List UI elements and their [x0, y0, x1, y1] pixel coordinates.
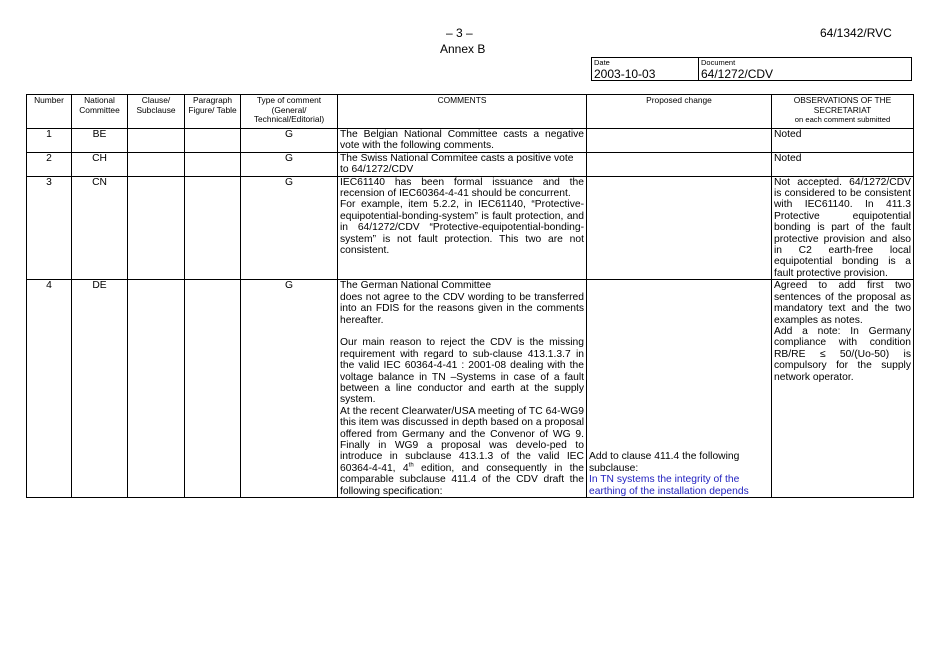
- row-observation: [772, 280, 914, 498]
- row-type: G: [241, 129, 338, 153]
- row-type: G: [241, 176, 338, 280]
- row-number: 3: [27, 176, 72, 280]
- row-national-committee: CH: [72, 152, 128, 176]
- observation-paragraph: Not accepted. 64/1272/CDV is considered to be consistent with IEC61140. In 411.3 Protective equipotential bonding is part of the fault protective provision and also in C2 earth-free local equipotential bonding is a fault protective provision.: [774, 176, 911, 279]
- comment-spacer: [340, 326, 584, 337]
- header-number: Number: [27, 95, 72, 129]
- row-observation: [772, 129, 914, 153]
- row-type: G: [241, 280, 338, 498]
- document-label: Document: [701, 58, 736, 67]
- header-clause: Clause/ Subclause: [128, 95, 185, 129]
- row-paragraph: [185, 176, 241, 280]
- observation-paragraph: Agreed to add first two sentences of the proposal as mandatory text and the two examples as notes.: [774, 280, 911, 326]
- proposed-paragraph: Add to clause 411.4 the following subclause:: [589, 451, 740, 474]
- comment-paragraph: Our main reason to reject the CDV is the missing requirement with regard to sub-clause 413.1.3.7 in the valid IEC 60364-4-41 : 2001-08 dealing with the voltage balance in TN –Systems in case of a fault between a line conductor and earth at the supply system.: [340, 337, 584, 406]
- observation-paragraph: Noted: [774, 129, 802, 140]
- row-proposed-change: [587, 129, 772, 153]
- header-comments: COMMENTS: [338, 95, 587, 129]
- row-type: G: [241, 152, 338, 176]
- row-number: 2: [27, 152, 72, 176]
- header-observations-title: OBSERVATIONS OF THE SECRETARIAT: [793, 95, 892, 115]
- comment-paragraph: IEC61140 has been formal issuance and the recension of IEC60364-4-41 should be concurrent.: [340, 176, 584, 200]
- comment-paragraph: does not agree to the CDV wording to be transferred into an FDIS for the reasons given in the comments hereafter.: [340, 291, 584, 326]
- table-header-row: [27, 95, 914, 129]
- row-paragraph: [185, 280, 241, 498]
- row-clause: [128, 176, 185, 280]
- comment-paragraph: [340, 406, 584, 497]
- row-national-committee: DE: [72, 280, 128, 498]
- document-cell: [699, 58, 911, 80]
- row-number: 4: [27, 280, 72, 498]
- row-clause: [128, 280, 185, 498]
- row-clause: [128, 152, 185, 176]
- row-paragraph: [185, 129, 241, 153]
- header-observations: [772, 95, 914, 129]
- row-proposed-change: [587, 152, 772, 176]
- comments-table: [26, 94, 914, 498]
- date-label: Date: [594, 58, 610, 67]
- document-reference: 64/1342/RVC: [820, 26, 892, 40]
- comment-text: edition, and consequently in the comparable subclause 411.4 of the CDV draft the following specification:: [340, 462, 584, 497]
- row-national-committee: CN: [72, 176, 128, 280]
- comment-paragraph: For example, item 5.2.2, in IEC61140, “Protective-equipotential-bonding-system” is fault protection, and in 64/1272/CDV “Protective-equipotential-bonding-system” is not fault protection. This two are not consistent.: [340, 199, 584, 257]
- row-comment: [338, 129, 587, 153]
- table-row: [27, 176, 914, 280]
- annex-title: Annex B: [440, 42, 486, 56]
- date-document-box: [591, 57, 912, 81]
- row-paragraph: [185, 152, 241, 176]
- observation-paragraph: Add a note: In Germany compliance with condition RB/RE ≤ 50/(Uo-50) is compulsory for the supply network operator.: [774, 325, 911, 383]
- observation-paragraph: Noted: [774, 152, 802, 164]
- row-comment: [338, 176, 587, 280]
- comment-text: At the recent Clearwater/USA meeting of TC 64-WG9 this item was discussed in depth based on a proposal offered from Germany and the Convenor of WG 9. Finally in WG9 a proposal was develo-ped to introduce in subclause 413.1.3 of the valid IEC 60364-4-41, 4: [340, 405, 584, 474]
- comment-paragraph: The German National Committee: [340, 280, 492, 292]
- row-comment: [338, 152, 587, 176]
- header-national-committee: National Committee: [72, 95, 128, 129]
- row-observation: [772, 176, 914, 280]
- header-proposed-change: Proposed change: [587, 95, 772, 129]
- superscript-th: th: [408, 462, 414, 469]
- document-value: 64/1272/CDV: [701, 67, 774, 81]
- header-type: Type of comment (General/ Technical/Editorial): [241, 95, 338, 129]
- row-proposed-change: [587, 176, 772, 280]
- date-cell: [592, 58, 699, 80]
- comment-paragraph: The Belgian National Committee casts a negative vote with the following comments.: [340, 129, 584, 152]
- row-clause: [128, 129, 185, 153]
- row-comment: [338, 280, 587, 498]
- date-value: 2003-10-03: [594, 67, 656, 81]
- table-row: [27, 280, 914, 498]
- comment-paragraph: The Swiss National Commitee casts a positive vote to 64/1272/CDV: [340, 152, 574, 176]
- header-paragraph: Paragraph Figure/ Table: [185, 95, 241, 129]
- header-observations-sub: on each comment submitted: [794, 115, 891, 125]
- table-row: [27, 129, 914, 153]
- row-number: 1: [27, 129, 72, 153]
- row-observation: [772, 152, 914, 176]
- row-national-committee: BE: [72, 129, 128, 153]
- proposed-paragraph-blue: In TN systems the integrity of the earthing of the installation depends: [589, 474, 749, 497]
- page-number: – 3 –: [446, 26, 473, 40]
- row-proposed-change: [587, 280, 772, 498]
- table-row: [27, 152, 914, 176]
